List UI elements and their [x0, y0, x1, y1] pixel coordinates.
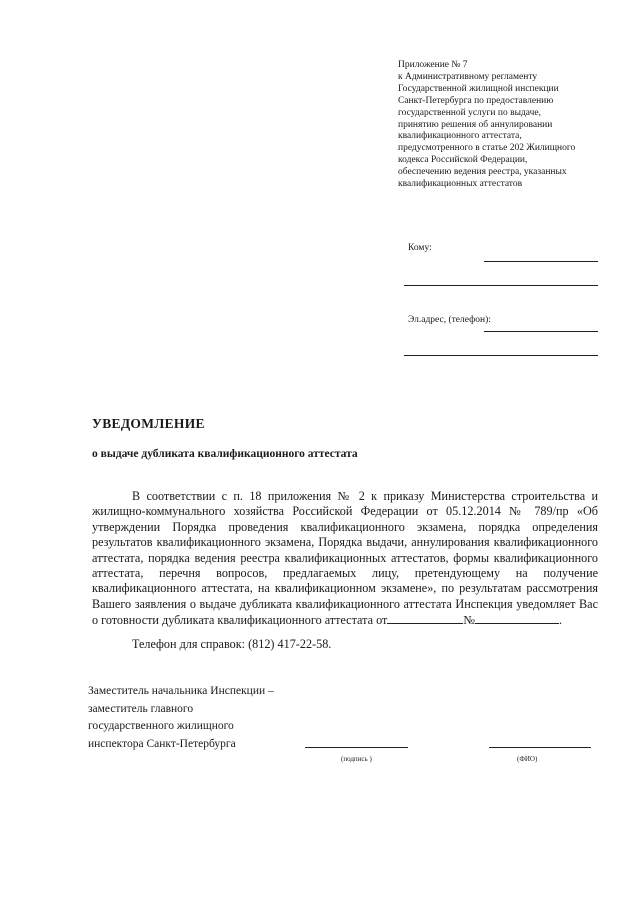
recipient-name-line-1	[484, 261, 598, 262]
appendix-line: кодекса Российской Федерации,	[398, 155, 528, 166]
recipient-email-line-2	[404, 355, 598, 356]
recipient-name-line-2	[404, 285, 598, 286]
signer-line: инспектора Санкт-Петербурга	[88, 737, 236, 750]
appendix-header	[398, 60, 613, 191]
appendix-line: государственной услуги по выдаче,	[398, 107, 542, 118]
end-punct: .	[558, 613, 563, 628]
name-caption: (ФИО)	[517, 755, 538, 763]
name-line	[489, 747, 591, 748]
signer-block	[88, 683, 318, 753]
recipient-to-label: Кому:	[408, 243, 432, 253]
appendix-line: квалификационных аттестатов	[398, 179, 523, 190]
signer-line: государственного жилищного	[88, 720, 234, 732]
reference-phone: Телефон для справок: (812) 417-22-58.	[132, 637, 332, 651]
appendix-line: Санкт-Петербурга по предоставлению	[398, 95, 554, 106]
appendix-line: к Административному регламенту	[398, 71, 538, 82]
document-subtitle: о выдаче дубликата квалификационного аттестата	[92, 448, 358, 460]
date-blank	[387, 612, 463, 624]
appendix-line: квалификационного аттестата,	[398, 131, 522, 142]
notice-body	[92, 489, 598, 629]
appendix-line: обеспечению ведения реестра, указанных	[398, 167, 567, 178]
notice-body-text: В соответствии с п. 18 приложения № 2 к приказу Министерства строительства и жилищно-коммунального хозяйства Российской Федерации от 05.12.2014 № 789/пр «Об утверждении Порядка проведения квалификационного экзамена, порядка определения результатов квалификационного экзамена, Порядка выдачи, аннулирования квалификационного аттестата, порядка ведения реестра квалификационных аттестатов, формы квалификационного аттестата, перечня вопросов, предлагаемых лицу, претендующему на получение квалификационного аттестата, на квалификационном экзамене», по результатам рассмотрения Вашего заявления о выдаче дубликата квалификационного аттестата Инспекция уведомляет Вас о готовности дубликата квалификационного аттестата от	[92, 489, 598, 628]
number-sign: №	[463, 613, 475, 628]
recipient-email-label: Эл.адрес, (телефон):	[408, 315, 491, 325]
appendix-line: предусмотренного в статье 202 Жилищного	[398, 143, 576, 154]
document-title: УВЕДОМЛЕНИЕ	[92, 416, 205, 431]
appendix-line: принятию решения об аннулировании	[398, 119, 553, 130]
number-blank	[475, 612, 559, 624]
recipient-email-line-1	[484, 331, 598, 332]
signature-caption: (подпись )	[341, 755, 372, 763]
signer-line: Заместитель начальника Инспекции –	[88, 685, 274, 697]
appendix-line: Приложение № 7	[398, 60, 468, 70]
appendix-line: Государственной жилищной инспекции	[398, 83, 559, 94]
signer-line: заместитель главного	[88, 702, 194, 715]
signature-line	[305, 747, 408, 748]
